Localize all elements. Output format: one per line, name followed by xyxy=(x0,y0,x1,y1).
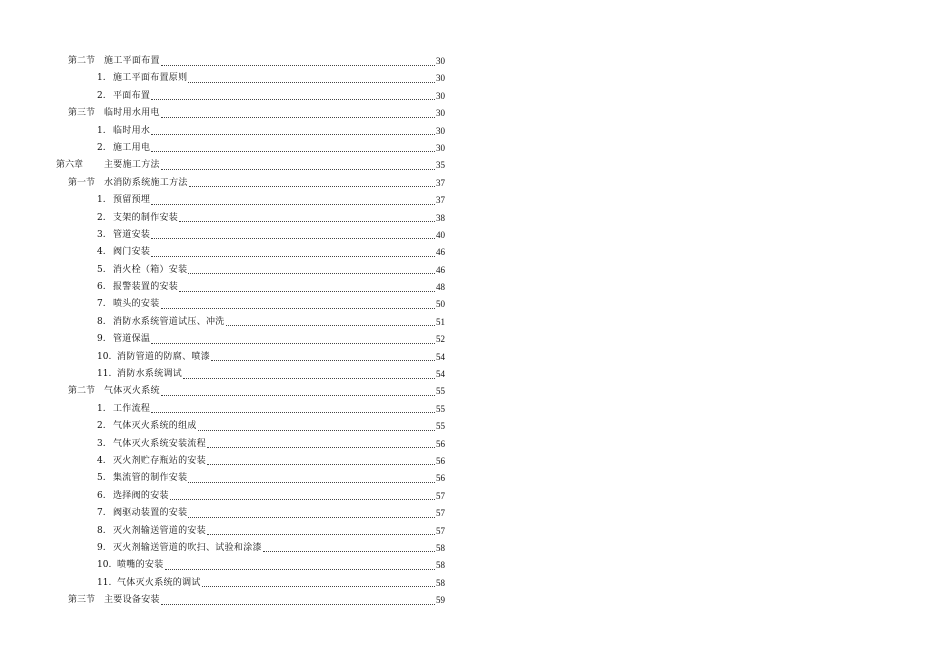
toc-page-number: 30 xyxy=(436,125,445,136)
toc-dot-leader xyxy=(226,325,435,326)
toc-entry-title: 主要设备安装 xyxy=(104,595,160,606)
toc-page-number: 46 xyxy=(436,247,445,258)
toc-entry-label xyxy=(97,453,206,470)
toc-entry-label xyxy=(97,488,169,505)
toc-entry-number: 1. xyxy=(97,73,106,84)
toc-entry-number: 10. xyxy=(97,560,112,571)
toc-entry-title: 气体灭火系统的调试 xyxy=(117,577,201,588)
toc-page-number: 55 xyxy=(436,386,445,397)
toc-entry-title: 选择阀的安装 xyxy=(113,490,169,501)
toc-entry[interactable] xyxy=(0,262,950,279)
toc-entry-title: 支架的制作安装 xyxy=(113,212,179,223)
toc-dot-leader xyxy=(179,221,435,222)
toc-entry[interactable] xyxy=(0,157,950,174)
toc-entry-label xyxy=(56,157,160,174)
toc-dot-leader xyxy=(165,569,435,570)
toc-dot-leader xyxy=(161,604,435,605)
toc-page-number: 51 xyxy=(436,316,445,327)
toc-entry-title: 主要施工方法 xyxy=(104,160,160,171)
toc-entry-number: 第三节 xyxy=(68,108,96,119)
toc-page-number: 55 xyxy=(436,421,445,432)
toc-dot-leader xyxy=(207,464,435,465)
toc-dot-leader xyxy=(183,378,435,379)
toc-entry[interactable] xyxy=(0,505,950,522)
toc-entry[interactable] xyxy=(0,470,950,487)
toc-entry-number: 2. xyxy=(97,212,106,223)
toc-dot-leader xyxy=(188,82,435,83)
toc-entry[interactable] xyxy=(0,192,950,209)
toc-entry-title: 临时用水用电 xyxy=(104,108,160,119)
toc-entry-title: 喷头的安装 xyxy=(113,299,160,310)
toc-entry-label xyxy=(68,175,188,192)
toc-entry-title: 平面布置 xyxy=(113,90,151,101)
toc-entry-title: 灭火剂贮存瓶站的安装 xyxy=(113,455,207,466)
toc-entry-title: 水消防系统施工方法 xyxy=(104,177,188,188)
toc-entry-label xyxy=(97,401,150,418)
toc-entry-label xyxy=(97,244,150,261)
toc-entry-title: 气体灭火系统安装流程 xyxy=(113,438,207,449)
toc-entry-number: 8. xyxy=(97,316,106,327)
toc-page-number: 56 xyxy=(436,455,445,466)
toc-page-number: 30 xyxy=(436,90,445,101)
toc-entry-number: 第二节 xyxy=(68,386,96,397)
toc-entry-number: 3. xyxy=(97,438,106,449)
toc-entry-number: 2. xyxy=(97,142,106,153)
toc-entry[interactable] xyxy=(0,418,950,435)
toc-entry-label xyxy=(97,331,150,348)
toc-page-number: 50 xyxy=(436,299,445,310)
toc-entry-label xyxy=(97,436,206,453)
toc-dot-leader xyxy=(179,291,435,292)
toc-entry-label xyxy=(97,88,150,105)
toc-entry-title: 喷嘴的安装 xyxy=(117,560,164,571)
toc-entry-number: 6. xyxy=(97,282,106,293)
toc-entry-label xyxy=(97,296,160,313)
toc-page-number: 58 xyxy=(436,542,445,553)
toc-entry-title: 气体灭火系统的组成 xyxy=(113,421,197,432)
toc-dot-leader xyxy=(161,65,435,66)
toc-dot-leader xyxy=(161,308,435,309)
toc-entry[interactable] xyxy=(0,383,950,400)
toc-dot-leader xyxy=(211,360,435,361)
toc-entry-title: 临时用水 xyxy=(113,125,151,136)
toc-entry-number: 1. xyxy=(97,195,106,206)
toc-entry[interactable] xyxy=(0,244,950,261)
toc-entry-label xyxy=(97,505,187,522)
toc-entry-number: 5. xyxy=(97,264,106,275)
toc-page-number: 30 xyxy=(436,108,445,119)
toc-entry-title: 管道保温 xyxy=(113,334,151,345)
toc-page-number: 57 xyxy=(436,490,445,501)
toc-page-number: 59 xyxy=(436,595,445,606)
toc-entry-number: 第二节 xyxy=(68,56,96,66)
toc-entry-title: 施工平面布置 xyxy=(104,56,160,66)
toc-entry-label xyxy=(68,383,160,400)
toc-entry[interactable] xyxy=(0,314,950,331)
toc-entry-label xyxy=(68,53,160,70)
toc-dot-leader xyxy=(161,117,435,118)
toc-entry-title: 气体灭火系统 xyxy=(104,386,160,397)
toc-entry-title: 消防水系统调试 xyxy=(117,369,183,380)
toc-page-number: 56 xyxy=(436,473,445,484)
toc-entry[interactable] xyxy=(0,331,950,348)
toc-entry-title: 消火栓（箱）安装 xyxy=(113,264,188,275)
toc-entry-title: 施工用电 xyxy=(113,142,151,153)
toc-entry-title: 消防水系统管道试压、冲洗 xyxy=(113,316,225,327)
toc-entry[interactable] xyxy=(0,349,950,366)
toc-entry-number: 9. xyxy=(97,334,106,345)
toc-page-number: 48 xyxy=(436,282,445,293)
toc-entry[interactable] xyxy=(0,175,950,192)
toc-entry[interactable] xyxy=(0,401,950,418)
toc-entry-title: 施工平面布置原则 xyxy=(113,73,188,84)
toc-dot-leader xyxy=(151,151,435,152)
toc-page-number: 57 xyxy=(436,525,445,536)
toc-entry-number: 7. xyxy=(97,299,106,310)
toc-entry-number: 1. xyxy=(97,125,106,136)
toc-entry-label xyxy=(97,314,225,331)
toc-entry-label xyxy=(97,540,262,557)
toc-entry-number: 第六章 xyxy=(56,160,84,171)
toc-dot-leader xyxy=(151,99,435,100)
toc-page-number: 46 xyxy=(436,264,445,275)
toc-entry-label xyxy=(97,123,150,140)
toc-entry-title: 消防管道的防腐、喷漆 xyxy=(117,351,211,362)
toc-entry[interactable] xyxy=(0,70,950,87)
toc-entry-number: 2. xyxy=(97,421,106,432)
toc-entry[interactable] xyxy=(0,592,950,609)
toc-entry-title: 集流管的制作安装 xyxy=(113,473,188,484)
toc-entry-number: 9. xyxy=(97,542,106,553)
toc-entry[interactable] xyxy=(0,123,950,140)
toc-dot-leader xyxy=(207,447,435,448)
toc-page-number: 30 xyxy=(436,56,445,66)
table-of-contents xyxy=(0,53,950,610)
toc-page-number: 52 xyxy=(436,334,445,345)
toc-dot-leader xyxy=(151,343,435,344)
toc-entry-number: 7. xyxy=(97,508,106,519)
toc-entry-label xyxy=(68,105,160,122)
toc-page-number: 54 xyxy=(436,351,445,362)
toc-entry[interactable] xyxy=(0,488,950,505)
toc-entry-title: 灭火剂输送管道的吹扫、试验和涂漆 xyxy=(113,542,262,553)
toc-entry-label xyxy=(97,210,178,227)
toc-dot-leader xyxy=(151,134,435,135)
toc-dot-leader xyxy=(170,499,435,500)
toc-entry-number: 3. xyxy=(97,229,106,240)
toc-dot-leader xyxy=(188,273,435,274)
toc-entry[interactable] xyxy=(0,53,950,70)
toc-entry[interactable] xyxy=(0,140,950,157)
toc-page-number: 30 xyxy=(436,142,445,153)
toc-page-number: 56 xyxy=(436,438,445,449)
toc-entry-number: 11. xyxy=(97,577,112,588)
toc-page-number: 54 xyxy=(436,369,445,380)
toc-entry-number: 10. xyxy=(97,351,112,362)
toc-entry-title: 灭火剂输送管道的安装 xyxy=(113,525,207,536)
toc-dot-leader xyxy=(161,169,435,170)
toc-entry-label xyxy=(97,349,210,366)
toc-entry-number: 4. xyxy=(97,455,106,466)
toc-dot-leader xyxy=(188,482,435,483)
toc-dot-leader xyxy=(189,186,435,187)
toc-dot-leader xyxy=(207,534,435,535)
toc-entry-label xyxy=(97,418,197,435)
toc-entry-number: 第一节 xyxy=(68,177,96,188)
toc-entry-label xyxy=(97,279,178,296)
toc-entry-label xyxy=(97,366,182,383)
toc-entry[interactable] xyxy=(0,279,950,296)
toc-dot-leader xyxy=(151,204,435,205)
toc-dot-leader xyxy=(151,256,435,257)
toc-page-number: 55 xyxy=(436,403,445,414)
toc-entry-label xyxy=(68,592,160,609)
toc-entry[interactable] xyxy=(0,105,950,122)
toc-entry-title: 报警装置的安装 xyxy=(113,282,179,293)
toc-entry[interactable] xyxy=(0,523,950,540)
toc-entry-number: 2. xyxy=(97,90,106,101)
toc-entry-number: 1. xyxy=(97,403,106,414)
toc-entry-label xyxy=(97,575,201,592)
toc-entry-number: 5. xyxy=(97,473,106,484)
toc-dot-leader xyxy=(198,430,435,431)
toc-entry-label xyxy=(97,70,187,87)
toc-entry-label xyxy=(97,227,150,244)
toc-page-number: 35 xyxy=(436,160,445,171)
toc-entry[interactable] xyxy=(0,436,950,453)
toc-entry-title: 管道安装 xyxy=(113,229,151,240)
toc-entry[interactable] xyxy=(0,575,950,592)
toc-entry-label xyxy=(97,523,206,540)
toc-dot-leader xyxy=(151,238,435,239)
toc-dot-leader xyxy=(188,517,435,518)
toc-page-number: 58 xyxy=(436,560,445,571)
toc-entry-title: 工作流程 xyxy=(113,403,151,414)
toc-page-number: 57 xyxy=(436,508,445,519)
toc-page-number: 37 xyxy=(436,195,445,206)
toc-entry-title: 阀驱动装置的安装 xyxy=(113,508,188,519)
toc-entry[interactable] xyxy=(0,88,950,105)
toc-page-number: 30 xyxy=(436,73,445,84)
toc-page-number: 37 xyxy=(436,177,445,188)
toc-dot-leader xyxy=(263,551,435,552)
toc-entry-label xyxy=(97,140,150,157)
toc-entry[interactable] xyxy=(0,227,950,244)
toc-entry-label xyxy=(97,192,150,209)
toc-entry-number: 6. xyxy=(97,490,106,501)
toc-dot-leader xyxy=(151,412,435,413)
toc-entry-number: 8. xyxy=(97,525,106,536)
toc-entry-label xyxy=(97,557,164,574)
toc-entry-label xyxy=(97,470,187,487)
toc-entry[interactable] xyxy=(0,540,950,557)
toc-entry[interactable] xyxy=(0,296,950,313)
toc-entry-number: 11. xyxy=(97,369,112,380)
toc-entry-title: 预留预埋 xyxy=(113,195,151,206)
toc-dot-leader xyxy=(202,586,435,587)
toc-entry-number: 第三节 xyxy=(68,595,96,606)
toc-entry[interactable] xyxy=(0,366,950,383)
toc-entry-number: 4. xyxy=(97,247,106,258)
toc-entry-title: 阀门安装 xyxy=(113,247,151,258)
toc-entry[interactable] xyxy=(0,453,950,470)
toc-page-number: 40 xyxy=(436,229,445,240)
toc-entry[interactable] xyxy=(0,210,950,227)
toc-entry-label xyxy=(97,262,187,279)
toc-dot-leader xyxy=(161,395,435,396)
toc-page-number: 58 xyxy=(436,577,445,588)
toc-page-number: 38 xyxy=(436,212,445,223)
toc-entry[interactable] xyxy=(0,557,950,574)
